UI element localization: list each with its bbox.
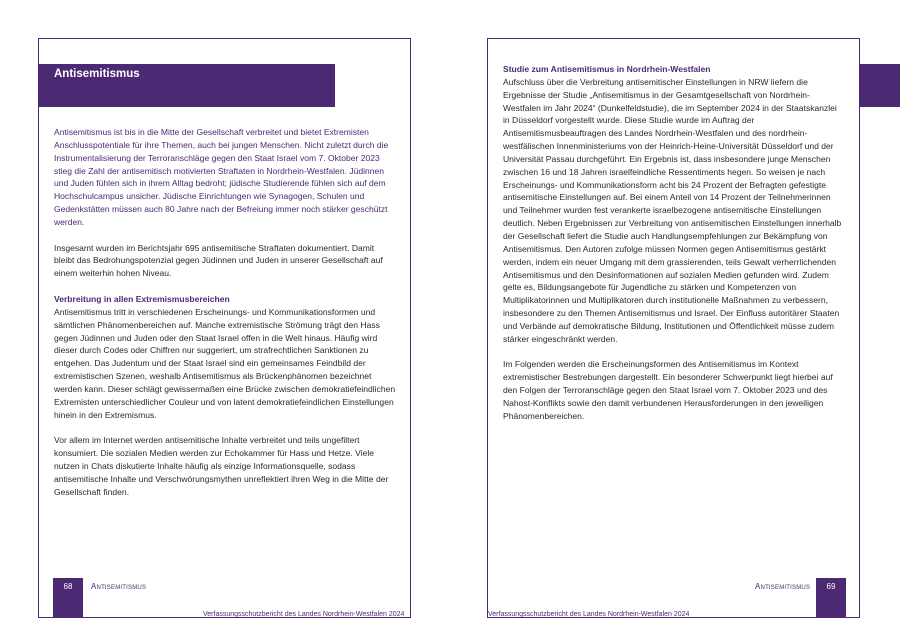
running-header-right: Antisemitismus: [755, 582, 811, 591]
statistics-paragraph: Insgesamt wurden im Berichtsjahr 695 antisemitische Straftaten dokumentiert. Damit bleibt das Bedrohungspotenzial gegen Jüdinnen und Juden in unserer Gesellschaft auf einem weiterhin hohen Niveau.: [54, 242, 383, 279]
right-edge-band: [860, 64, 900, 107]
study-paragraph: Aufschluss über die Verbreitung antisemitischer Einstellungen in NRW liefern die Ergebnisse der Studie „Antisemitismus in der Gesamtgesellschaft von Nordrhein-Westfalen im Jahr 2024“ (Dunkelfeldstudie), die im September 2024 in der Staatskanzlei in Düsseldorf vorgestellt wurde. Diese Studie wurde im Auftrag der Antisemitismusbeauftragen des Landes Nordrhein-Westfalen und des nordrhein-westfälischen Innenministeriums von der Heinrich-Heine-Universität Düsseldorf und der Universität Passau durchgeführt. Ein Ergebnis ist, dass insbesondere junge Menschen zwischen 16 und 18 Jahren israelfeindliche Ressentiments hegen. So weisen je nach Erscheinungs- und Kommunikationsform acht bis 24 Prozent der Befragten gefestigte antisemitische Einstellungen auf. Bei einem Anteil von 14 Prozent der Teilnehmerinnen und Teilnehmer wurden fest verankerte israelbezogene antisemitische Einstellungen deutlich. Neben Ergebnissen zur Verbreitung von antisemitischen Einstellungen innerhalb der Gesellschaft liefert die Studie auch Handlungsempfehlungen zur Bekämpfung von Antisemitismus. Den Autoren zufolge müssen Normen gegen Antisemitismus gestärkt werden, indem ein neuer Umgang mit dem grassierenden, teils Gewalt verherrlichenden Antisemitismus und den Desinformationen auf sozialen Medien gefunden wird. Zudem gelte es, Bildungsangebote für Jugendliche zu stärken und Kompetenzen von Multiplikatorinnen und Multiplikatoren durch institutionelle Maßnahmen zu verbessern, insbesondere zu den Themen Antisemitismus und Israel. Der Einfluss autoritärer Staaten und Verbände auf demokratische Bildung, Institutionen und Öffentlichkeit müsse zudem stärker eingeschränkt werden.: [503, 76, 842, 344]
study-subheading: Studie zum Antisemitismus in Nordrhein-Westfalen: [503, 64, 711, 74]
internet-paragraph: Vor allem im Internet werden antisemitische Inhalte verbreitet und teils ungefiltert konsumiert. Die sozialen Medien werden zur Echokammer für Hass und Hetze. Viele nutzen in Chats diskutierte Inhalte häufig als einzige Informationsquelle, sodass antisemitische Inhalte und Verschwörungsmythen unreflektiert ihren Weg in die Mitte der Gesellschaft finden.: [54, 435, 389, 497]
footer-left: Verfassungsschutzbericht des Landes Nordrhein-Westfalen 2024: [203, 611, 405, 618]
left-text-column: [54, 126, 396, 511]
outlook-paragraph: Im Folgenden werden die Erscheinungsformen des Antisemitismus im Kontext extremistischer Bestrebungen dargestellt. Ein besonderer Schwerpunkt liegt hierbei auf den Folgen der Terroranschläge gegen den Staat Israel vom 7. Oktober 2023 und des Nahost-Konflikts sowie den damit verbundenen Herausforderungen in den jeweiligen Phänomenbereichen.: [503, 359, 833, 421]
footer-right: Verfassungsschutzbericht des Landes Nordrhein-Westfalen 2024: [488, 611, 690, 618]
right-text-column: [503, 63, 845, 435]
extremism-paragraph: Antisemitismus tritt in verschiedenen Erscheinungs- und Kommunikationsformen und sämtlichen Phänomenbereichen auf. Manche extremistische Strömung trägt den Hass gegen Jüdinnen und Juden oder den Staat Israel offen in die Welt hinaus. Häufig wird dieser durch Codes oder Chiffren nur suggeriert, um strafrechtlichen Sanktionen zu entgehen. Das Judentum und der Staat Israel sind ein gemeinsames Feindbild der extremistischen Szenen, weshalb Antisemitismus als Brückenphänomen bezeichnet werden kann. Dieser schlägt gewissermaßen eine Brücke zwischen demokratiefeindlichen Extremisten unterschiedlicher Couleur und von latent demokratiefeindlichen Einstellungen hinein in den Extremismus.: [54, 306, 396, 420]
page-title: Antisemitismus: [54, 68, 140, 80]
page-number-box-left: [53, 578, 83, 618]
page-number-right: 69: [826, 582, 836, 591]
intro-paragraph: Antisemitismus ist bis in die Mitte der Gesellschaft verbreitet und bietet Extremisten Anschlusspotentiale für ihre Themen, auch bei jungen Menschen. Nicht zuletzt durch die Instrumentalisierung der Terroranschläge gegen den Staat Israel vom 7. Oktober 2023 stieg die Zahl der antisemitisch motivierten Straftaten in Nordrhein-Westfalen. Jüdinnen und Juden fühlen sich in ihrem Alltag bedroht; jüdische Studierende fühlen sich auf dem Hochschulcampus unsicher. Jüdische Einrichtungen wie Synagogen, Schulen und Gedenkstätten müssen auch 80 Jahre nach der Befreiung immer noch stärker geschützt werden.: [54, 127, 389, 227]
title-band: [38, 64, 335, 107]
page-number-left: 68: [63, 582, 73, 591]
running-header-left: Antisemitismus: [91, 582, 147, 591]
section-subheading: Verbreitung in allen Extremismusbereichen: [54, 293, 230, 304]
page-number-box-right: [816, 578, 846, 618]
